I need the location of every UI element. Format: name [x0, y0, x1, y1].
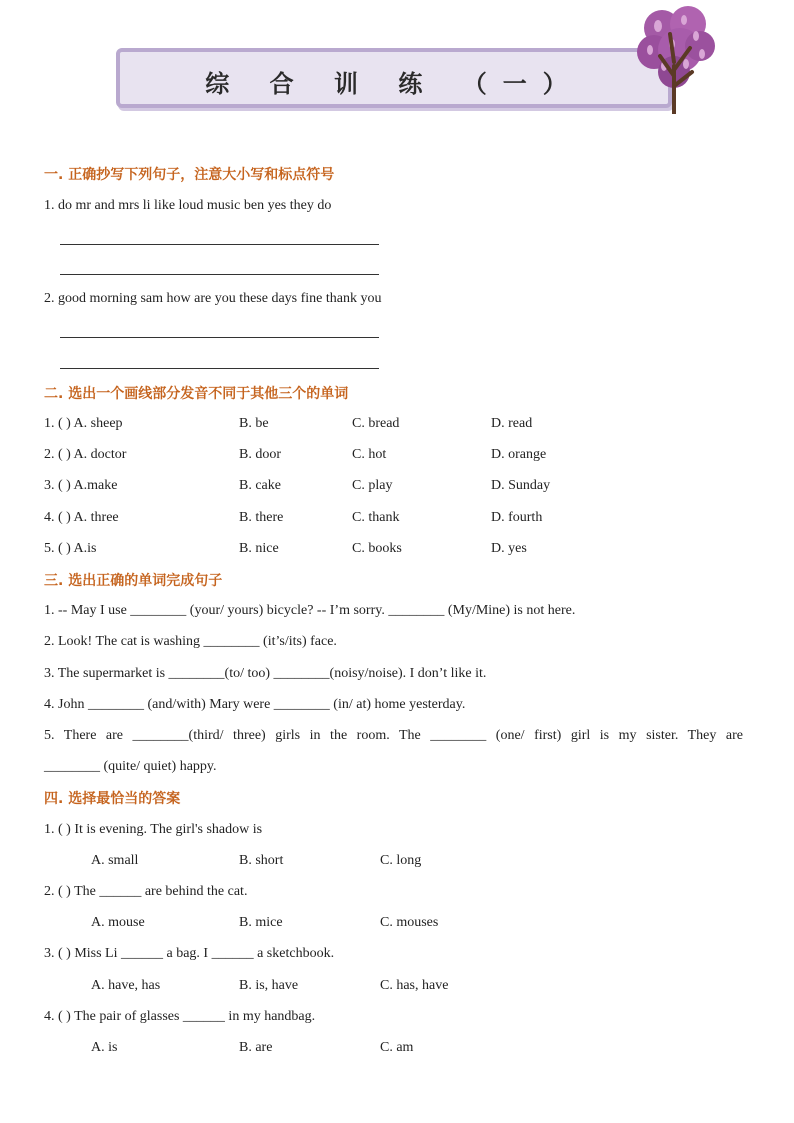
option-d: D. orange: [491, 447, 547, 462]
option-b: B. be: [239, 416, 269, 431]
option-a: A. small: [91, 853, 139, 868]
section-3-heading: 三. 选出正确的单词完成句子: [44, 573, 223, 589]
option-d: D. yes: [491, 541, 527, 556]
option-b: B. short: [239, 853, 284, 868]
option-c: C. am: [380, 1040, 414, 1055]
question-3-4: 4. John ________ (and/with) Mary were ________ (in/ at) home yesterday.: [44, 697, 466, 712]
option-b: B. is, have: [239, 978, 299, 993]
question-3-5: 5. There are ________(third/ three) girls in the room. The ________ (one/ first) girl is my sister. They are: [44, 728, 743, 743]
option-b: B. nice: [239, 541, 279, 556]
title-banner: [116, 48, 672, 108]
question-1-1: 1. do mr and mrs li like loud music ben yes they do: [44, 198, 332, 213]
page-title: 综 合 训 练 （一）: [205, 69, 583, 98]
question-3-5-cont: ________ (quite/ quiet) happy.: [44, 759, 217, 774]
section-4-heading: 四. 选择最恰当的答案: [44, 791, 181, 807]
question-stem: 5. ( ) A.is: [44, 541, 97, 556]
option-c: C. books: [352, 541, 402, 556]
question-stem: 4. ( ) A. three: [44, 510, 119, 525]
question-stem: 2. ( ) The ______ are behind the cat.: [44, 884, 248, 899]
answer-line: [60, 337, 379, 338]
question-stem: 1. ( ) A. sheep: [44, 416, 123, 431]
question-3-1: 1. -- May I use ________ (your/ yours) bicycle? -- I’m sorry. ________ (My/Mine) is not here.: [44, 603, 576, 618]
section-1-heading: 一. 正确抄写下列句子，注意大小写和标点符号: [44, 167, 335, 183]
question-1-2: 2. good morning sam how are you these days fine thank you: [44, 291, 382, 306]
option-c: C. has, have: [380, 978, 449, 993]
answer-line: [60, 368, 379, 369]
option-c: C. thank: [352, 510, 400, 525]
option-a: A. mouse: [91, 915, 145, 930]
option-a: A. have, has: [91, 978, 161, 993]
option-b: B. mice: [239, 915, 283, 930]
option-c: C. mouses: [380, 915, 439, 930]
option-b: B. there: [239, 510, 284, 525]
option-d: D. read: [491, 416, 533, 431]
option-b: B. door: [239, 447, 281, 462]
option-c: C. bread: [352, 416, 400, 431]
option-c: C. hot: [352, 447, 387, 462]
option-c: C. long: [380, 853, 422, 868]
option-b: B. cake: [239, 478, 281, 493]
question-stem: 3. ( ) A.make: [44, 478, 118, 493]
section-2-heading: 二. 选出一个画线部分发音不同于其他三个的单词: [44, 386, 349, 402]
question-3-3: 3. The supermarket is ________(to/ too) ________(noisy/noise). I don’t like it.: [44, 666, 487, 681]
question-stem: 2. ( ) A. doctor: [44, 447, 127, 462]
question-stem: 4. ( ) The pair of glasses ______ in my handbag.: [44, 1009, 316, 1024]
question-3-2: 2. Look! The cat is washing ________ (it’s/its) face.: [44, 634, 337, 649]
option-b: B. are: [239, 1040, 273, 1055]
question-stem: 3. ( ) Miss Li ______ a bag. I ______ a sketchbook.: [44, 946, 335, 961]
option-d: D. fourth: [491, 510, 543, 525]
question-stem: 1. ( ) It is evening. The girl's shadow is: [44, 822, 263, 837]
option-c: C. play: [352, 478, 393, 493]
option-d: D. Sunday: [491, 478, 551, 493]
option-a: A. is: [91, 1040, 118, 1055]
answer-line: [60, 244, 379, 245]
tree-icon: [636, 6, 716, 114]
answer-line: [60, 274, 379, 275]
